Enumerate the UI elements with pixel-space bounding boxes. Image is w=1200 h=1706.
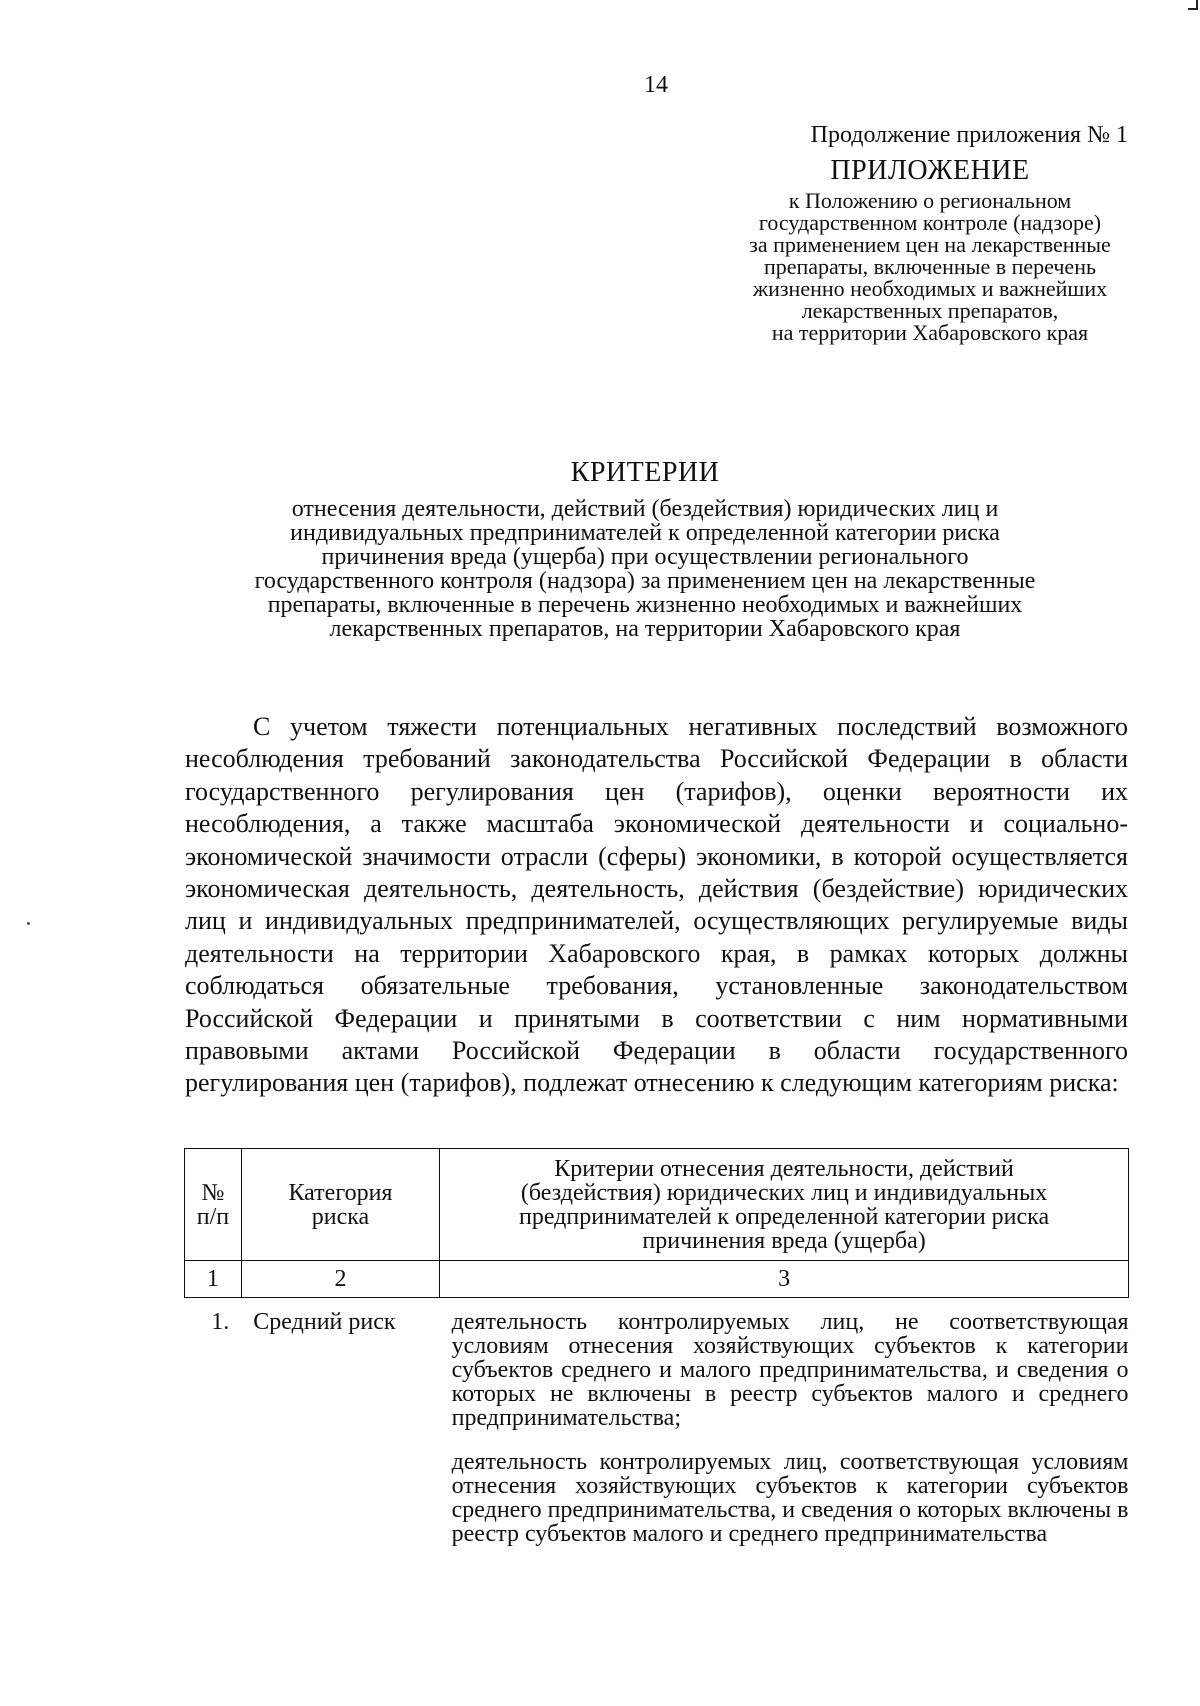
criteria-subtitle-line: лекарственных препаратов, на территории Хабаровского края (329, 616, 961, 642)
appendix-line: препараты, включенные в перечень (763, 254, 1097, 279)
appendix-line: к Положению о региональном (788, 188, 1072, 213)
table-header-row (185, 1149, 1129, 1261)
header-criteria-line: (бездействия) юридических лиц и индивидуальных (520, 1179, 1048, 1206)
appendix-title: ПРИЛОЖЕНИЕ (830, 155, 1030, 186)
criteria-subtitle-line: причинения вреда (ущерба) при осуществлении регионального (321, 544, 969, 570)
header-number (185, 1149, 242, 1261)
criteria-subtitle-line: препараты, включенные в перечень жизненно необходимых и важнейших (267, 592, 1023, 618)
header-category-line: риска (311, 1203, 370, 1230)
criteria-subtitle-line: государственного контроля (надзора) за применением цен на лекарственные (254, 568, 1036, 594)
header-category (241, 1149, 439, 1261)
scan-speck (27, 922, 30, 925)
appendix-continuation: Продолжение приложения № 1 (810, 122, 1128, 148)
appendix-line: жизненно необходимых и важнейших (752, 276, 1108, 301)
header-criteria-line: причинения вреда (ущерба) (642, 1227, 926, 1254)
criteria-paragraph: деятельность контролируемых лиц, не соответствующая условиям отнесения хозяйствующих субъектов к категории субъектов среднего и малого предпринимательства, и сведения о которых не включены в реестр субъектов малого и среднего предпринимательства; (451, 1309, 1129, 1431)
header-criteria-line: Критерии отнесения деятельности, действий (554, 1155, 1014, 1182)
appendix-subtitle (720, 190, 1140, 344)
header-criteria (440, 1149, 1129, 1261)
row-category: Средний риск (253, 1309, 396, 1335)
criteria-subtitle (185, 497, 1105, 641)
table-index-row (185, 1261, 1129, 1298)
row-number: 1. (211, 1309, 230, 1335)
header-category-line: Категория (288, 1179, 393, 1206)
criteria-title: КРИТЕРИИ (570, 457, 720, 488)
appendix-line: на территории Хабаровского края (771, 320, 1089, 345)
criteria-paragraph: деятельность контролируемых лиц, соответствующая условиям отнесения хозяйствующих субъектов к категории субъектов среднего предпринимательства, и сведения о которых включены в реестр субъектов малого и среднего предпринимательства (451, 1449, 1129, 1547)
page-number: 14 (644, 72, 668, 98)
index-cell: 3 (440, 1261, 1129, 1298)
index-cell: 2 (241, 1261, 439, 1298)
risk-categories-table (184, 1148, 1129, 1566)
header-criteria-line: предпринимателей к определенной категории риска (518, 1203, 1050, 1230)
appendix-line: лекарственных препаратов, (801, 298, 1059, 323)
header-number-line: № (201, 1179, 225, 1206)
table-row (185, 1310, 1129, 1566)
appendix-line: государственном контроле (надзоре) (758, 210, 1102, 235)
appendix-line: за применением цен на лекарственные (749, 232, 1111, 257)
scan-corner-mark (1188, 0, 1198, 10)
row-criteria (440, 1310, 1129, 1566)
index-cell: 1 (185, 1261, 242, 1298)
body-paragraph: С учетом тяжести потенциальных негативных последствий возможного несоблюдения требований законодательства Российской Федерации в области государственного регулирования цен (тарифов), оценки вероятности их несоблюдения, а также масштаба экономической деятельности и социально-экономической значимости отрасли (сферы) экономики, в которой осуществляется экономическая деятельность, деятельность, действия (бездействие) юридических лиц и индивидуальных предпринимателей, осуществляющих регулируемые виды деятельности на территории Хабаровского края, в рамках которых должны соблюдаться обязательные требования, установленные законодательством Российской Федерации и принятыми в соответствии с ним нормативными правовыми актами Российской Федерации в области государственного регулирования цен (тарифов), подлежат отнесению к следующим категориям риска: (185, 712, 1128, 1098)
criteria-subtitle-line: индивидуальных предпринимателей к определенной категории риска (290, 520, 1000, 546)
criteria-subtitle-line: отнесения деятельности, действий (бездействия) юридических лиц и (291, 496, 999, 522)
header-number-line: п/п (196, 1203, 230, 1230)
